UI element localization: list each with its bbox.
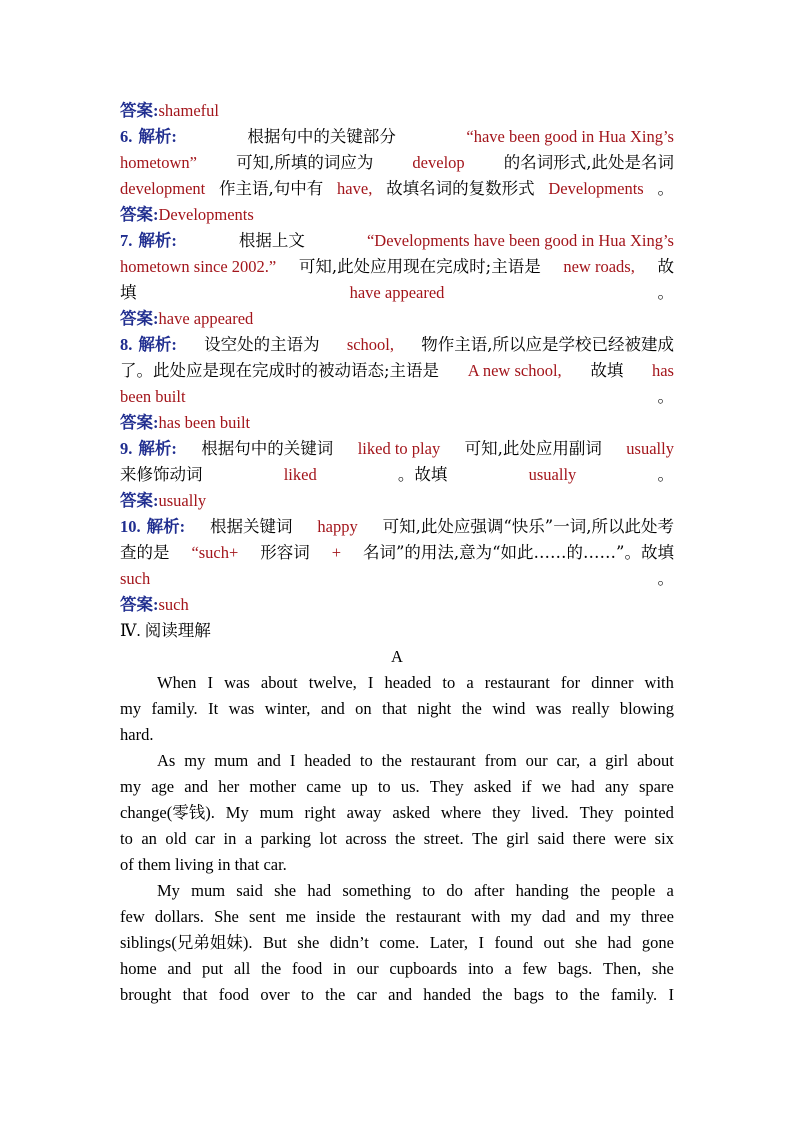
passage-word: parking bbox=[260, 829, 312, 848]
passage-word: gone bbox=[641, 933, 674, 952]
passage-word: that bbox=[182, 985, 208, 1004]
passage-word: into bbox=[467, 959, 494, 978]
passage-word: and bbox=[320, 699, 345, 718]
passage-word: siblings(兄弟姐妹). bbox=[120, 933, 253, 952]
passage-word: mother bbox=[249, 777, 297, 796]
passage-word: home bbox=[120, 959, 157, 978]
passage-word: she bbox=[274, 881, 297, 900]
answer-text: shameful bbox=[158, 101, 219, 120]
passage-word: change(零钱). bbox=[120, 803, 215, 822]
explanation-head bbox=[120, 332, 177, 358]
keyword-text: usually bbox=[528, 465, 577, 484]
keyword-text: have appeared bbox=[349, 283, 445, 302]
passage-word: bags. bbox=[557, 959, 593, 978]
passage-word: said bbox=[537, 829, 565, 848]
passage-word: a bbox=[666, 881, 674, 900]
document-page bbox=[120, 98, 674, 1008]
keyword-text: “Developments have been good in Hua Xing’s bbox=[366, 231, 674, 250]
passage-word: was bbox=[224, 673, 250, 692]
passage-word: spare bbox=[638, 777, 674, 796]
keyword-text: happy bbox=[317, 517, 358, 536]
explanation-text: 可知,此处应用副词 bbox=[464, 439, 602, 458]
passage-word: the bbox=[325, 985, 346, 1004]
passage-word: on bbox=[355, 699, 372, 718]
passage-word: about bbox=[260, 673, 298, 692]
explanation-continuation bbox=[120, 358, 674, 384]
passage-word: a bbox=[504, 959, 512, 978]
passage-line bbox=[120, 904, 674, 930]
passage-word: had bbox=[571, 777, 595, 796]
passage-word: handing bbox=[515, 881, 569, 900]
passage-line bbox=[120, 930, 674, 956]
passage-word: over bbox=[260, 985, 290, 1004]
passage-word: inside bbox=[316, 907, 356, 926]
passage-word: three bbox=[640, 907, 674, 926]
passage-line bbox=[120, 800, 674, 826]
passage-word: the bbox=[395, 829, 416, 848]
passage-word: wind bbox=[492, 699, 526, 718]
passage-word: girl bbox=[605, 751, 629, 770]
passage-word: she bbox=[297, 933, 320, 952]
explanation-text: 可知,此处应用现在完成时;主语是 bbox=[298, 257, 541, 276]
keyword-text: have, bbox=[337, 179, 373, 198]
explanation-continuation bbox=[120, 176, 674, 202]
question-number: 10. bbox=[120, 517, 141, 536]
answer-line bbox=[120, 488, 674, 514]
passage-word: few bbox=[522, 959, 548, 978]
keyword-text: hometown since 2002.” bbox=[120, 257, 277, 276]
passage-word: the bbox=[365, 907, 386, 926]
answer-line bbox=[120, 98, 674, 124]
passage-word: with bbox=[471, 907, 501, 926]
passage-title bbox=[120, 644, 674, 670]
answer-line bbox=[120, 202, 674, 228]
passage-word: there bbox=[572, 829, 606, 848]
explanation-text: 故填名词的复数形式 bbox=[386, 179, 535, 198]
keyword-text: has bbox=[651, 361, 674, 380]
answer-line bbox=[120, 592, 674, 618]
passage-word: age bbox=[151, 777, 175, 796]
passage-word: we bbox=[541, 777, 561, 796]
explanation-text: 可知,此处应强调“快乐”一词,所以此处考 bbox=[382, 517, 674, 536]
explanation-continuation bbox=[120, 150, 674, 176]
answer-text: Developments bbox=[158, 205, 254, 224]
passage-word: old bbox=[165, 829, 187, 848]
passage-word: restaurant bbox=[395, 907, 461, 926]
passage-word: come. bbox=[379, 933, 420, 952]
passage-word: Then, bbox=[603, 959, 642, 978]
passage-word: lived. bbox=[531, 803, 569, 822]
passage-word: dad bbox=[541, 907, 566, 926]
passage-word: I bbox=[668, 985, 674, 1004]
passage-word: the bbox=[261, 959, 282, 978]
explanation-label: 解析: bbox=[138, 335, 177, 354]
question-number: 9. bbox=[120, 439, 133, 458]
explanation-label: 解析: bbox=[138, 439, 177, 458]
explanation-text: 根据句中的关键词 bbox=[201, 439, 334, 458]
passage-word: My bbox=[157, 881, 180, 900]
passage-line bbox=[120, 722, 674, 748]
passage-word: few bbox=[120, 907, 145, 926]
passage-word: brought bbox=[120, 985, 172, 1004]
passage-word: in bbox=[333, 959, 346, 978]
passage-line bbox=[120, 956, 674, 982]
answer-line bbox=[120, 306, 674, 332]
passage-word: with bbox=[644, 673, 674, 692]
keyword-text: school, bbox=[346, 335, 395, 354]
passage-word: pointed bbox=[624, 803, 674, 822]
answer-line bbox=[120, 410, 674, 436]
passage-word: food bbox=[292, 959, 323, 978]
passage-word: said bbox=[236, 881, 263, 900]
keyword-text: “such+ bbox=[191, 543, 239, 562]
passage-word: to bbox=[377, 777, 391, 796]
explanation-head bbox=[120, 124, 177, 150]
passage-word: her bbox=[218, 777, 240, 796]
passage-line bbox=[120, 774, 674, 800]
passage-word: from bbox=[484, 751, 517, 770]
question-number: 7. bbox=[120, 231, 133, 250]
passage-word: family. bbox=[611, 985, 658, 1004]
passage-word: my bbox=[120, 699, 142, 718]
explanation-line bbox=[120, 228, 674, 254]
passage-word: mum bbox=[259, 803, 294, 822]
passage-word: something bbox=[342, 881, 412, 900]
explanation-head bbox=[120, 228, 177, 254]
passage-word: where bbox=[440, 803, 482, 822]
explanation-line bbox=[120, 436, 674, 462]
passage-line bbox=[120, 826, 674, 852]
passage-word: put bbox=[202, 959, 224, 978]
passage-word: to bbox=[442, 673, 456, 692]
section-heading bbox=[120, 618, 674, 644]
passage-word: headed bbox=[304, 751, 351, 770]
explanation-continuation bbox=[120, 462, 674, 488]
passage-word: It bbox=[208, 699, 219, 718]
passage-word: they bbox=[492, 803, 521, 822]
answer-text: have appeared bbox=[158, 309, 254, 328]
answer-label: 答案: bbox=[120, 491, 159, 510]
explanation-text: 了。此处应是现在完成时的被动语态;主语是 bbox=[120, 361, 440, 380]
passage-word: family. bbox=[151, 699, 198, 718]
passage-word: all bbox=[233, 959, 251, 978]
explanation-label: 解析: bbox=[138, 127, 177, 146]
passage-word: in bbox=[223, 829, 237, 848]
passage-word: the bbox=[381, 751, 402, 770]
passage-letter: A bbox=[391, 647, 403, 666]
section-title: Ⅳ. 阅读理解 bbox=[120, 621, 211, 640]
explanation-continuation bbox=[120, 540, 674, 566]
passage-word: my bbox=[510, 907, 532, 926]
passage-word: to bbox=[120, 829, 133, 848]
passage-text: hard. bbox=[120, 725, 154, 744]
keyword-text: new roads, bbox=[563, 257, 635, 276]
passage-word: My bbox=[225, 803, 249, 822]
passage-word: The bbox=[472, 829, 498, 848]
passage-line bbox=[120, 696, 674, 722]
passage-word: lot bbox=[319, 829, 337, 848]
passage-line bbox=[120, 670, 674, 696]
passage-word: They bbox=[579, 803, 614, 822]
passage-word: I bbox=[289, 751, 296, 770]
answer-text: has been built bbox=[158, 413, 251, 432]
explanation-text: 物作主语,所以应是学校已经被建成 bbox=[421, 335, 674, 354]
passage-word: about bbox=[637, 751, 674, 770]
passage-word: came bbox=[306, 777, 342, 796]
passage-word: me bbox=[285, 907, 306, 926]
passage-word: were bbox=[614, 829, 647, 848]
passage-word: and bbox=[575, 907, 600, 926]
explanation-text: 查的是 bbox=[120, 543, 170, 562]
explanation-text: 名词”的用法,意为“如此……的……”。故填 bbox=[362, 543, 674, 562]
passage-word: As bbox=[157, 751, 176, 770]
passage-word: was bbox=[535, 699, 562, 718]
explanation-line bbox=[120, 514, 674, 540]
passage-word: that bbox=[382, 699, 407, 718]
passage-word: had bbox=[307, 881, 332, 900]
passage-word: a bbox=[244, 829, 253, 848]
explanation-text: 故 bbox=[657, 257, 674, 276]
passage-word: right bbox=[304, 803, 336, 822]
explanation-continuation bbox=[120, 280, 674, 306]
passage-word: to bbox=[422, 881, 436, 900]
passage-word: car bbox=[194, 829, 216, 848]
keyword-text: been built bbox=[120, 387, 186, 406]
passage-word: really bbox=[571, 699, 610, 718]
passage-word: and bbox=[257, 751, 281, 770]
passage-word: the bbox=[579, 881, 601, 900]
passage-word: restaurant bbox=[484, 673, 550, 692]
passage-word: asked bbox=[392, 803, 430, 822]
passage-word: I bbox=[478, 933, 484, 952]
explanation-text: 形容词 bbox=[260, 543, 310, 562]
explanation-text: 可知,所填的词应为 bbox=[236, 153, 374, 172]
passage-word: do bbox=[446, 881, 463, 900]
passage-word: our bbox=[356, 959, 379, 978]
keyword-text: + bbox=[331, 543, 341, 562]
passage-word: my bbox=[184, 751, 206, 770]
passage-word: didn’t bbox=[329, 933, 369, 952]
passage-word: out bbox=[543, 933, 565, 952]
explanation-text: 填 bbox=[120, 283, 137, 302]
passage-word: When bbox=[157, 673, 197, 692]
passage-word: asked bbox=[473, 777, 512, 796]
explanation-text: 作主语,句中有 bbox=[219, 179, 324, 198]
passage-word: winter, bbox=[264, 699, 311, 718]
explanation-text: 根据句中的关键部分 bbox=[247, 127, 396, 146]
question-number: 8. bbox=[120, 335, 133, 354]
passage-word: But bbox=[262, 933, 287, 952]
explanation-head bbox=[120, 436, 177, 462]
explanation-continuation bbox=[120, 384, 674, 410]
passage-word: car, bbox=[556, 751, 581, 770]
passage-word: away bbox=[346, 803, 382, 822]
passage-word: had bbox=[607, 933, 632, 952]
keyword-text: Developments bbox=[548, 179, 644, 198]
passage-word: I bbox=[367, 673, 374, 692]
explanation-head bbox=[120, 514, 185, 540]
passage-word: for bbox=[560, 673, 581, 692]
answer-label: 答案: bbox=[120, 413, 159, 432]
passage-word: to bbox=[555, 985, 569, 1004]
passage-word: an bbox=[141, 829, 157, 848]
passage-word: was bbox=[228, 699, 255, 718]
explanation-text: 故填 bbox=[590, 361, 624, 380]
passage-text: of them living in that car. bbox=[120, 855, 287, 874]
passage-word: after bbox=[474, 881, 505, 900]
explanation-text: 。 bbox=[657, 283, 674, 302]
passage-word: headed bbox=[384, 673, 432, 692]
keyword-text: development bbox=[120, 179, 206, 198]
passage-line bbox=[120, 748, 674, 774]
passage-word: and bbox=[184, 777, 209, 796]
answer-label: 答案: bbox=[120, 205, 159, 224]
passage-word: my bbox=[609, 907, 631, 926]
passage-word: and bbox=[388, 985, 412, 1004]
passage-word: twelve, bbox=[308, 673, 357, 692]
passage-word: my bbox=[120, 777, 142, 796]
answer-text: such bbox=[158, 595, 189, 614]
passage-word: dinner bbox=[591, 673, 634, 692]
passage-word: cupboards bbox=[389, 959, 458, 978]
passage-word: six bbox=[654, 829, 674, 848]
answer-text: usually bbox=[158, 491, 207, 510]
keyword-text: liked bbox=[283, 465, 317, 484]
passage-word: the bbox=[461, 699, 482, 718]
explanation-continuation bbox=[120, 566, 674, 592]
passage-word: dollars. bbox=[154, 907, 204, 926]
passage-line bbox=[120, 852, 674, 878]
passage-word: our bbox=[525, 751, 548, 770]
explanation-text: 。 bbox=[657, 569, 674, 588]
explanation-continuation bbox=[120, 254, 674, 280]
keyword-text: hometown” bbox=[120, 153, 197, 172]
passage-word: the bbox=[482, 985, 503, 1004]
passage-word: mum bbox=[191, 881, 226, 900]
explanation-label: 解析: bbox=[138, 231, 177, 250]
keyword-text: develop bbox=[412, 153, 465, 172]
question-number: 6. bbox=[120, 127, 133, 146]
passage-word: a bbox=[589, 751, 597, 770]
answer-label: 答案: bbox=[120, 101, 159, 120]
explanation-line bbox=[120, 332, 674, 358]
answer-label: 答案: bbox=[120, 309, 159, 328]
passage-word: she bbox=[575, 933, 598, 952]
explanation-text: 根据上文 bbox=[238, 231, 305, 250]
passage-word: found bbox=[494, 933, 533, 952]
passage-word: to bbox=[300, 985, 314, 1004]
passage-word: street. bbox=[423, 829, 464, 848]
explanation-text: 根据关键词 bbox=[210, 517, 293, 536]
passage-word: us. bbox=[400, 777, 420, 796]
passage-word: sent bbox=[248, 907, 276, 926]
explanation-label: 解析: bbox=[146, 517, 186, 536]
passage-word: the bbox=[579, 985, 600, 1004]
passage-word: she bbox=[651, 959, 674, 978]
passage-word: restaurant bbox=[410, 751, 476, 770]
explanation-text: 来修饰动词 bbox=[120, 465, 203, 484]
explanation-text: 设空处的主语为 bbox=[204, 335, 320, 354]
passage-word: people bbox=[611, 881, 656, 900]
passage-word: Later, bbox=[429, 933, 468, 952]
passage-word: She bbox=[214, 907, 239, 926]
passage-word: They bbox=[429, 777, 464, 796]
passage-word: across bbox=[345, 829, 387, 848]
passage-word: bags bbox=[513, 985, 545, 1004]
keyword-text: “have been good in Hua Xing’s bbox=[466, 127, 674, 146]
passage-word: any bbox=[605, 777, 629, 796]
passage-line bbox=[120, 878, 674, 904]
passage-word: night bbox=[417, 699, 452, 718]
keyword-text: A new school, bbox=[467, 361, 562, 380]
passage-word: car bbox=[356, 985, 377, 1004]
keyword-text: usually bbox=[626, 439, 674, 458]
answer-label: 答案: bbox=[120, 595, 159, 614]
passage-line bbox=[120, 982, 674, 1008]
passage-word: mum bbox=[214, 751, 249, 770]
passage-word: up bbox=[351, 777, 368, 796]
explanation-text: 。 bbox=[657, 179, 674, 198]
explanation-text: 的名词形式,此处是名词 bbox=[503, 153, 674, 172]
explanation-text: 。故填 bbox=[397, 465, 448, 484]
keyword-text: such bbox=[120, 569, 151, 588]
passage-word: a bbox=[466, 673, 474, 692]
passage-word: I bbox=[207, 673, 214, 692]
explanation-text: 。 bbox=[657, 387, 674, 406]
passage-word: and bbox=[167, 959, 192, 978]
explanation-text: 。 bbox=[657, 465, 674, 484]
passage-word: if bbox=[521, 777, 532, 796]
keyword-text: liked to play bbox=[357, 439, 441, 458]
passage-word: to bbox=[359, 751, 373, 770]
passage-word: food bbox=[218, 985, 249, 1004]
explanation-line bbox=[120, 124, 674, 150]
passage-word: blowing bbox=[619, 699, 674, 718]
passage-word: girl bbox=[506, 829, 530, 848]
passage-word: handed bbox=[423, 985, 471, 1004]
